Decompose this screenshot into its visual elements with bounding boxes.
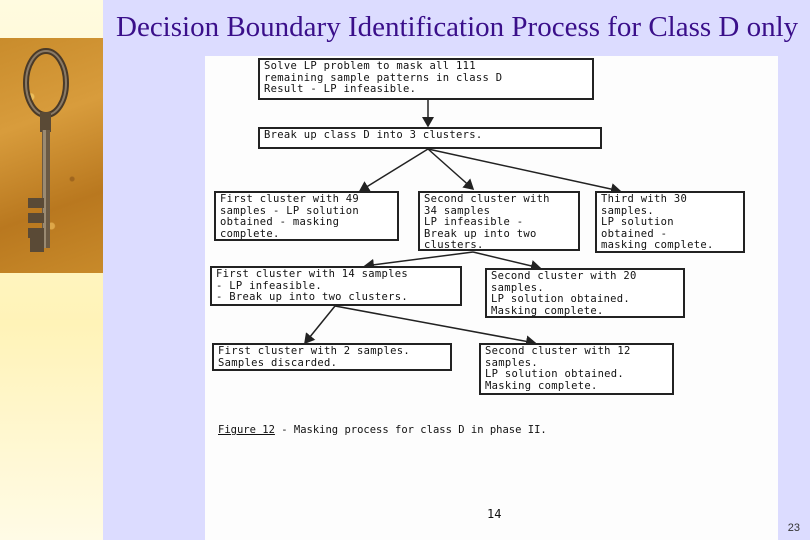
box-second-cluster-12: Second cluster with 12 samples. LP solution obtained. Masking complete. bbox=[479, 343, 674, 395]
box-first-cluster-49: First cluster with 49 samples - LP solution obtained - masking complete. bbox=[214, 191, 399, 241]
box-break-up-class-d: Break up class D into 3 clusters. bbox=[258, 127, 602, 149]
slide-page-number: 23 bbox=[787, 522, 800, 534]
figure-caption-label: Figure 12 bbox=[218, 424, 275, 436]
box-first-cluster-2: First cluster with 2 samples. Samples discarded. bbox=[212, 343, 452, 371]
key-icon bbox=[0, 38, 103, 273]
box-second-cluster-20: Second cluster with 20 samples. LP solution obtained. Masking complete. bbox=[485, 268, 685, 318]
box-second-cluster-34: Second cluster with 34 samples LP infeasible - Break up into two clusters. bbox=[418, 191, 580, 251]
box-first-cluster-14: First cluster with 14 samples - LP infeasible. - Break up into two clusters. bbox=[210, 266, 462, 306]
figure-caption-text: - Masking process for class D in phase II. bbox=[281, 424, 547, 436]
scanned-figure bbox=[205, 56, 778, 540]
box-solve-lp-all-samples: Solve LP problem to mask all 111 remaining sample patterns in class D Result - LP infeasible. bbox=[258, 58, 594, 100]
antique-key-image bbox=[0, 38, 103, 273]
box-third-cluster-30: Third with 30 samples. LP solution obtained - masking complete. bbox=[595, 191, 745, 253]
figure-caption bbox=[218, 424, 547, 436]
scan-page-mark: 14 bbox=[487, 507, 502, 521]
slide-title: Decision Boundary Identification Process for Class D only bbox=[116, 11, 799, 43]
